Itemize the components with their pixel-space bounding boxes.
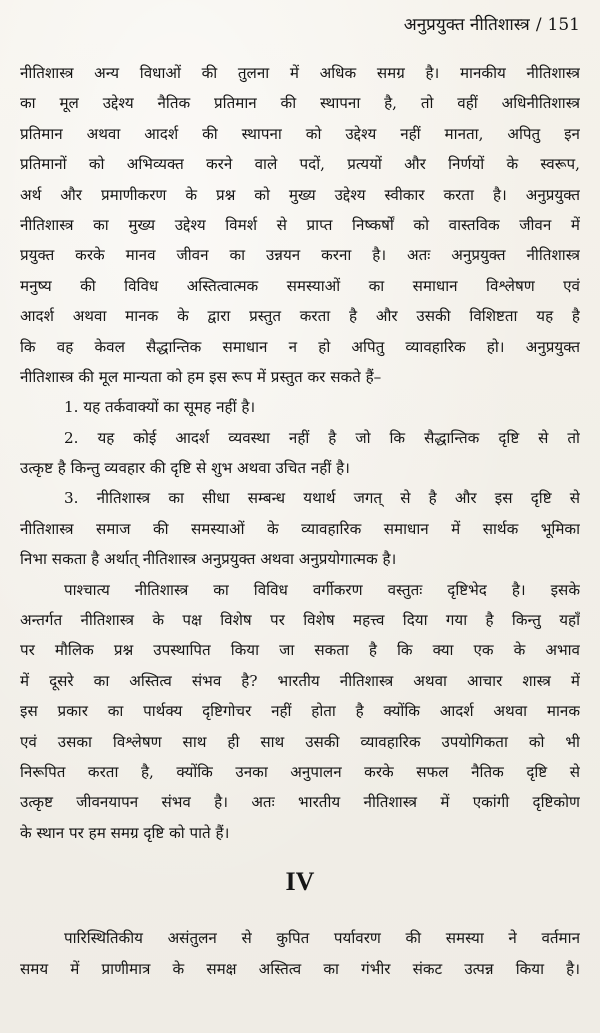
text-line: एवं उसका विश्लेषण साथ ही साथ उसकी व्यावहारिक उपयोगिकता को भी [20, 732, 580, 751]
text-line: 3. नीतिशास्त्र का सीधा सम्बन्ध यथार्थ जगत् से है और इस दृष्टि से [64, 489, 580, 508]
text-line: मनुष्य की विविध अस्तित्वात्मक समस्याओं का समाधान विश्लेषण एवं [20, 276, 580, 295]
paragraph-1 [20, 58, 580, 392]
header-separator: / [535, 15, 542, 35]
text-line: समय में प्राणीमात्र के समक्ष अस्तित्व का गंभीर संकट उत्पन्न किया है। [20, 959, 580, 978]
text-line: निभा सकता है अर्थात् नीतिशास्त्र अनुप्रयुक्त अथवा अनुप्रयोगात्मक है। [20, 550, 397, 569]
text-line: अन्तर्गत नीतिशास्त्र के पक्ष विशेष पर विशेष महत्त्व दिया गया है किन्तु यहाँ [20, 611, 580, 630]
text-line: कि वह केवल सैद्धान्तिक समाधान न हो अपितु व्यावहारिक हो। अनुप्रयुक्त [20, 337, 580, 356]
text-line: पारिस्थितिकीय असंतुलन से कुपित पर्यावरण की समस्या ने वर्तमान [64, 929, 580, 948]
text-line: के स्थान पर हम समग्र दृष्टि को पाते हैं। [20, 823, 230, 842]
text-line: नीतिशास्त्र का मुख्य उद्देश्य विमर्श से प्राप्त निष्कर्षों को वास्तविक जीवन में [20, 215, 580, 234]
text-line: 1. यह तर्कवाक्यों का सूमह नहीं है। [64, 398, 256, 417]
list-item [20, 392, 580, 422]
text-line: नीतिशास्त्र समाज की समस्याओं के व्यावहारिक समाधान में सार्थक भूमिका [20, 519, 580, 538]
text-line: प्रतिमानों को अभिव्यक्त करने वाले पदों, प्रत्ययों और निर्णयों के स्वरूप, [20, 155, 580, 174]
text-line: उत्कृष्ट है किन्तु व्यवहार की दृष्टि से शुभ अथवा उचित नहीं है। [20, 459, 350, 478]
text-line: आदर्श अथवा मानक के द्वारा प्रस्तुत करता है और उसकी विशिष्टता यह है [20, 307, 580, 326]
section-heading: IV [285, 867, 315, 897]
text-line: निरूपित करता है, क्योंकि उनका अनुपालन करके सफल नैतिक दृष्टि से [20, 762, 580, 781]
body-text [20, 58, 580, 984]
text-line: प्रयुक्त करके मानव जीवन का उन्नयन करना है। अतः अनुप्रयुक्त नीतिशास्त्र [20, 246, 580, 265]
text-line: इस प्रकार का पार्थक्य दृष्टिगोचर नहीं होता है क्योंकि आदर्श अथवा मानक [20, 702, 580, 721]
text-line: 2. यह कोई आदर्श व्यवस्था नहीं है जो कि सैद्धान्तिक दृष्टि से तो [64, 428, 580, 447]
text-line: नीतिशास्त्र अन्य विधाओं की तुलना में अधिक समग्र है। मानकीय नीतिशास्त्र [20, 64, 580, 82]
list-item [20, 483, 580, 574]
text-line: का मूल उद्देश्य नैतिक प्रतिमान की स्थापना है, तो वहीं अधिनीतिशास्त्र [20, 94, 580, 113]
text-line: नीतिशास्त्र की मूल मान्यता को हम इस रूप में प्रस्तुत कर सकते हैं– [20, 367, 382, 386]
text-line: पाश्चात्य नीतिशास्त्र का विविध वर्गीकरण वस्तुतः दृष्टिभेद है। इसके [64, 580, 580, 599]
running-title: अनुप्रयुक्त नीतिशास्त्र [403, 15, 530, 35]
numbered-list [20, 392, 580, 574]
text-line: प्रतिमान अथवा आदर्श की स्थापना को उद्देश्य नहीं मानता, अपितु इन [20, 124, 580, 143]
paragraph-2 [20, 575, 580, 849]
text-line: में दूसरे का अस्तित्व संभव है? भारतीय नीतिशास्त्र अथवा आचार शास्त्र में [20, 671, 580, 690]
text-line: अर्थ और प्रमाणीकरण के प्रश्न को मुख्य उद्देश्य स्वीकार करता है। अनुप्रयुक्त [20, 185, 580, 204]
text-line: पर मौलिक प्रश्न उपस्थापित किया जा सकता है कि क्या एक के अभाव [20, 641, 580, 660]
page-number: 151 [547, 15, 580, 35]
text-line: उत्कृष्ट जीवनयापन संभव है। अतः भारतीय नीतिशास्त्र में एकांगी दृष्टिकोण [20, 793, 580, 812]
list-item [20, 423, 580, 484]
running-header [404, 14, 580, 36]
paragraph-3 [20, 923, 580, 984]
